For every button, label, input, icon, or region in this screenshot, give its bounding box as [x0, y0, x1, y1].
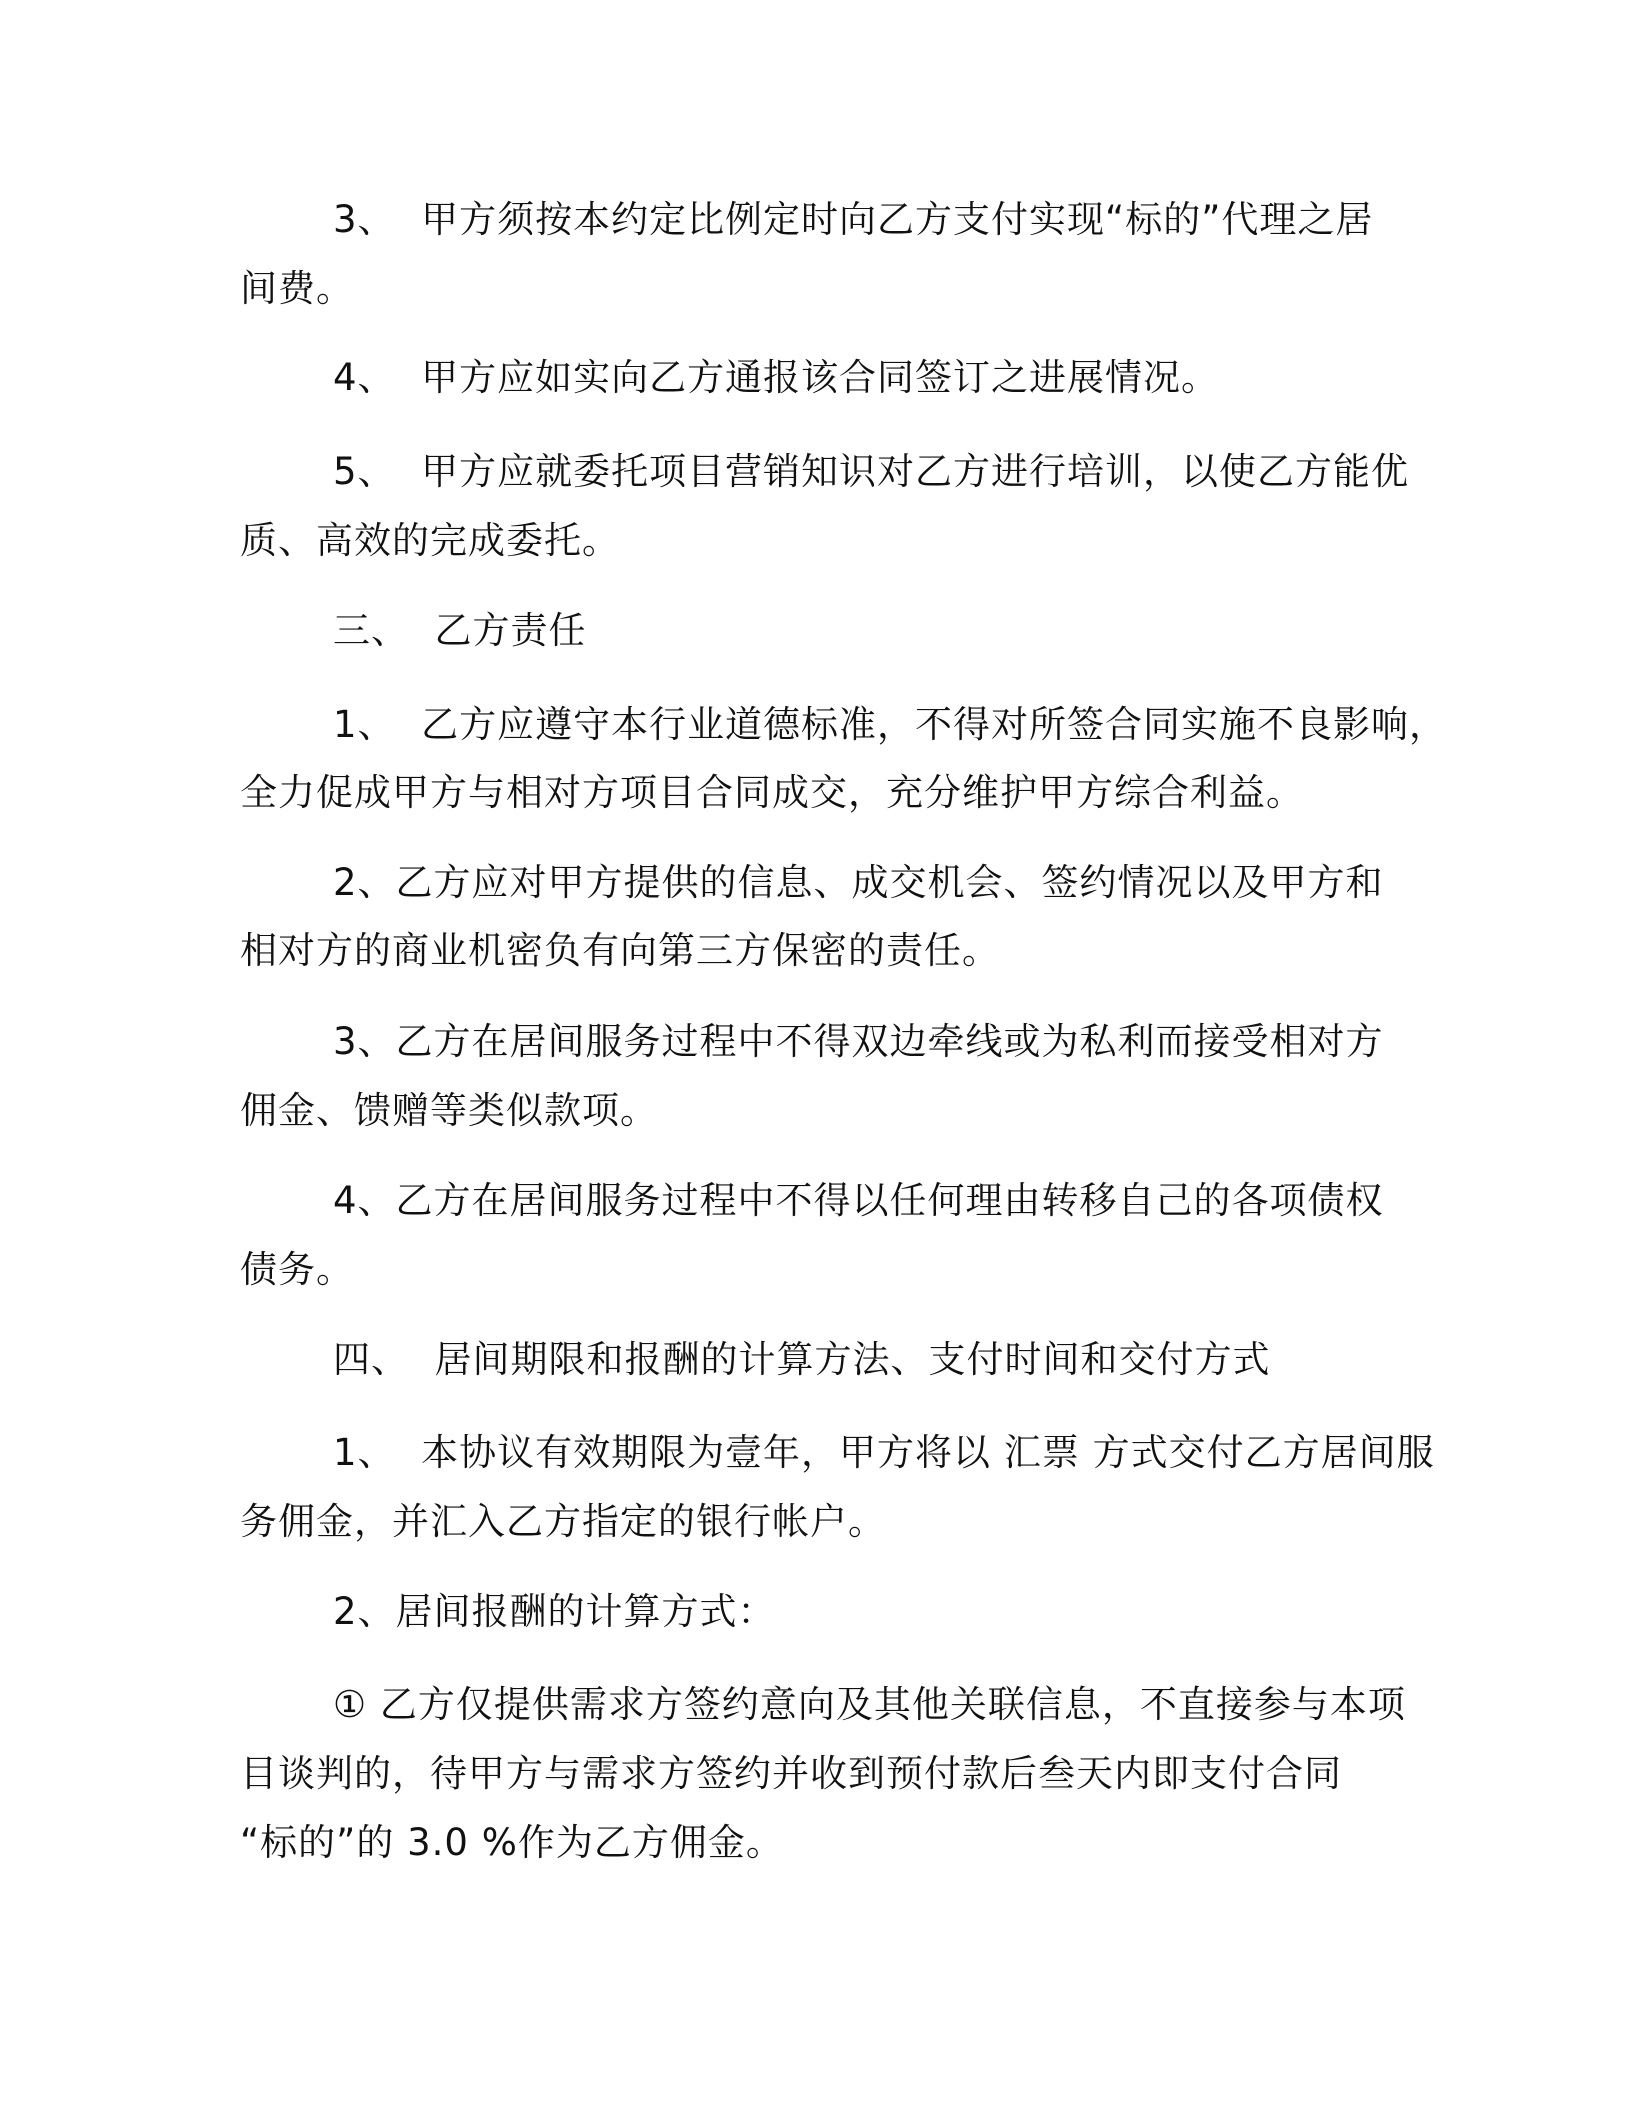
paragraph-line: 1、 本协议有效期限为壹年，甲方将以 汇票 方式交付乙方居间服: [333, 1431, 1435, 1474]
paragraph-line: 2、乙方应对甲方提供的信息、成交机会、签约情况以及甲方和: [333, 861, 1384, 904]
paragraph-line: 目谈判的，待甲方与需求方签约并收到预付款后叁天内即支付合同: [240, 1752, 1342, 1795]
paragraph-line: 1、 乙方应遵守本行业道德标准，不得对所签合同实施不良影响，: [333, 703, 1448, 746]
paragraph-line: 全力促成甲方与相对方项目合同成交，充分维护甲方综合利益。: [240, 771, 1304, 814]
paragraph-line: 3、 甲方须按本约定比例定时向乙方支付实现“标的”代理之居: [333, 198, 1374, 241]
paragraph-line: 务佣金，并汇入乙方指定的银行帐户。: [240, 1500, 886, 1543]
section-heading: 四、 居间期限和报酬的计算方法、支付时间和交付方式: [333, 1338, 1271, 1381]
paragraph-line: 4、乙方在居间服务过程中不得以任何理由转移自己的各项债权: [333, 1179, 1384, 1222]
paragraph-line: ① 乙方仅提供需求方签约意向及其他关联信息，不直接参与本项: [333, 1683, 1406, 1726]
paragraph-line: 3、乙方在居间服务过程中不得双边牵线或为私利而接受相对方: [333, 1020, 1384, 1063]
paragraph-line: 佣金、馈赠等类似款项。: [240, 1089, 658, 1132]
paragraph-line: 2、居间报酬的计算方式：: [333, 1590, 776, 1633]
paragraph-line: 5、 甲方应就委托项目营销知识对乙方进行培训，以使乙方能优: [333, 450, 1410, 493]
section-heading: 三、 乙方责任: [333, 609, 587, 652]
paragraph-line: 债务。: [240, 1248, 354, 1291]
paragraph-line: 间费。: [240, 267, 354, 310]
paragraph-line: 4、 甲方应如实向乙方通报该合同签订之进展情况。: [333, 356, 1220, 399]
paragraph-line: 相对方的商业机密负有向第三方保密的责任。: [240, 929, 1000, 972]
paragraph-line: “标的”的 3.0 %作为乙方佣金。: [240, 1821, 784, 1864]
paragraph-line: 质、高效的完成委托。: [240, 519, 620, 562]
